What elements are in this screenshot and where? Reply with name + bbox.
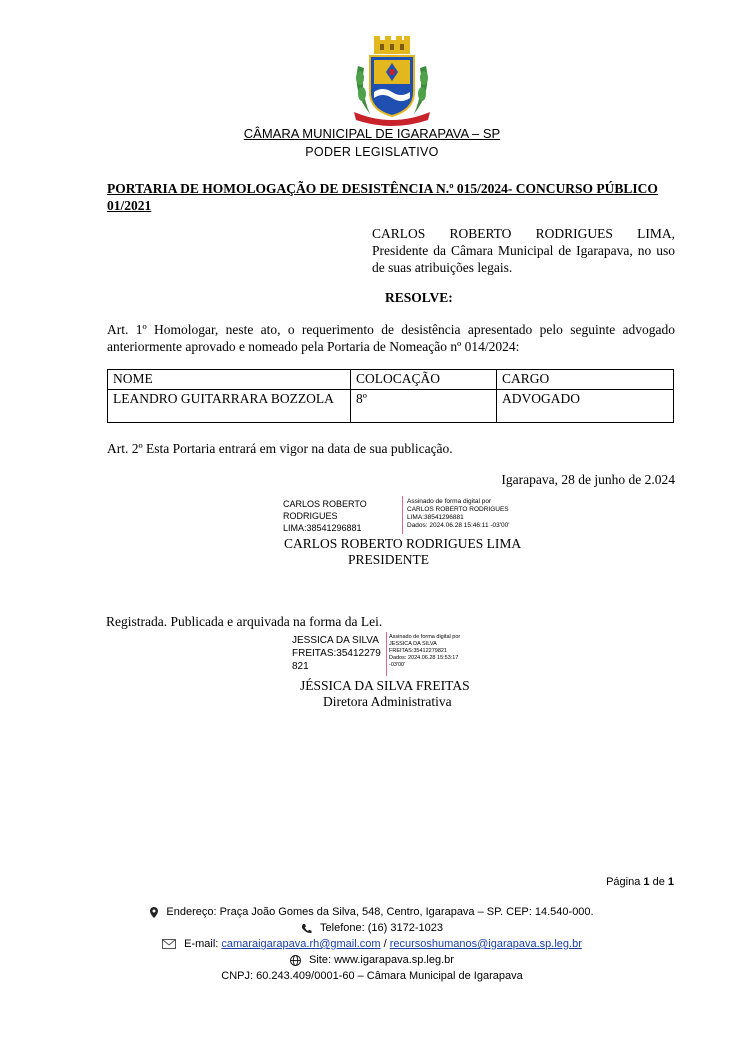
signature-1-name-line: CARLOS ROBERTO (283, 499, 367, 509)
page-number-separator: de (649, 876, 668, 888)
page-number-total: 1 (667, 876, 674, 888)
preamble-line-1: CARLOS ROBERTO RODRIGUES LIMA, (372, 226, 675, 241)
footer-site-text: Site: www.igarapava.sp.leg.br (309, 954, 454, 966)
footer-site (0, 954, 744, 966)
table-header-name: NOME (108, 370, 351, 390)
table-header-placement: COLOCAÇÃO (351, 370, 497, 390)
preamble (372, 225, 675, 276)
signer-2-role: Diretora Administrativa (323, 694, 452, 709)
signature-2-meta-line: Dados: 2024.06.28 15:53:17 (389, 655, 459, 661)
footer-email (0, 938, 744, 950)
table-header-row (108, 370, 674, 390)
page-number-prefix: Página (606, 876, 644, 888)
page-number-current: 1 (643, 876, 650, 888)
preamble-rest: Presidente da Câmara Municipal de Igarapava, no uso de suas atribuições legais. (372, 243, 675, 275)
signer-2-name: JÉSSICA DA SILVA FREITAS (300, 678, 470, 693)
email-link-rh[interactable]: camaraigarapava.rh@gmail.com (221, 938, 381, 950)
footer-phone-text: Telefone: (16) 3172-1023 (320, 922, 443, 934)
desistance-table (107, 369, 674, 423)
signature-2-meta-line: -03'00' (389, 662, 406, 668)
signature-1-name-line: LIMA:38541296881 (283, 523, 362, 533)
location-pin-icon (150, 907, 158, 918)
organization-subtitle: PODER LEGISLATIVO (305, 145, 439, 159)
document-title: PORTARIA DE HOMOLOGAÇÃO DE DESISTÊNCIA N.º 015/2024- CONCURSO PÚBLICO 01/2021 (107, 181, 658, 213)
footer-email-label: E-mail: (184, 938, 222, 950)
signature-1-meta-line: Assinado de forma digital por (407, 498, 492, 505)
phone-icon (301, 923, 312, 934)
article-2: Art. 2º Esta Portaria entrará em vigor na data de sua publicação. (107, 441, 453, 456)
signature-2-divider (386, 632, 387, 676)
digital-signature-2-meta (389, 634, 479, 669)
signature-2-meta-line: JESSICA DA SILVA (389, 641, 437, 647)
signature-2-meta-line: Assinado de forma digital por (389, 634, 461, 640)
footer-address (0, 906, 744, 918)
digital-signature-2-name (292, 634, 384, 673)
table-cell-placement: 8º (351, 390, 497, 423)
signature-1-name-line: RODRIGUES (283, 511, 338, 521)
table-cell-name: LEANDRO GUITARRARA BOZZOLA (108, 390, 351, 423)
footer-cnpj: CNPJ: 60.243.409/0001-60 – Câmara Municipal de Igarapava (221, 970, 523, 982)
signature-2-meta-line: FREITAS:35412279821 (389, 648, 447, 654)
signature-1-divider (402, 496, 403, 534)
signer-1-role: PRESIDENTE (348, 552, 429, 567)
footer-phone (0, 922, 744, 934)
article-1 (107, 321, 675, 355)
registration-note: Registrada. Publicada e arquivada na forma da Lei. (106, 614, 383, 629)
table-header-position: CARGO (497, 370, 674, 390)
signature-2-name-line: FREITAS:35412279 (292, 648, 381, 659)
email-icon (162, 939, 176, 949)
digital-signature-1-name (283, 498, 398, 534)
signature-1-meta-line: Dados: 2024.06.28 15:46:11 -03'00' (407, 522, 510, 529)
signature-1-meta-line: LIMA:38541296881 (407, 514, 464, 521)
signature-1-meta-line: CARLOS ROBERTO RODRIGUES (407, 506, 509, 513)
coat-of-arms-icon (350, 36, 434, 126)
article-1-rest: anteriormente aprovado e nomeado pela Portaria de Nomeação nº 014/2024: (107, 339, 520, 354)
signature-2-name-line: JESSICA DA SILVA (292, 635, 379, 646)
signature-2-name-line: 821 (292, 661, 309, 672)
organization-name: CÂMARA MUNICIPAL DE IGARAPAVA – SP (243, 126, 501, 141)
signer-1-name: CARLOS ROBERTO RODRIGUES LIMA (284, 536, 522, 551)
table-row (108, 390, 674, 423)
footer-email-separator: / (380, 938, 390, 950)
article-1-line-1: Art. 1º Homologar, neste ato, o requerimento de desistência apresentado pelo seguinte advogado (107, 322, 675, 337)
place-date: Igarapava, 28 de junho de 2.024 (501, 472, 675, 487)
resolve-heading: RESOLVE: (385, 290, 453, 305)
globe-icon (290, 955, 301, 966)
email-link-recursos-humanos[interactable]: recursoshumanos@igarapava.sp.leg.br (389, 938, 582, 950)
digital-signature-1-meta (407, 498, 547, 530)
page-number (540, 876, 674, 888)
footer-address-text: Endereço: Praça João Gomes da Silva, 548, Centro, Igarapava – SP. CEP: 14.540-000. (166, 906, 594, 918)
table-cell-position: ADVOGADO (497, 390, 674, 423)
